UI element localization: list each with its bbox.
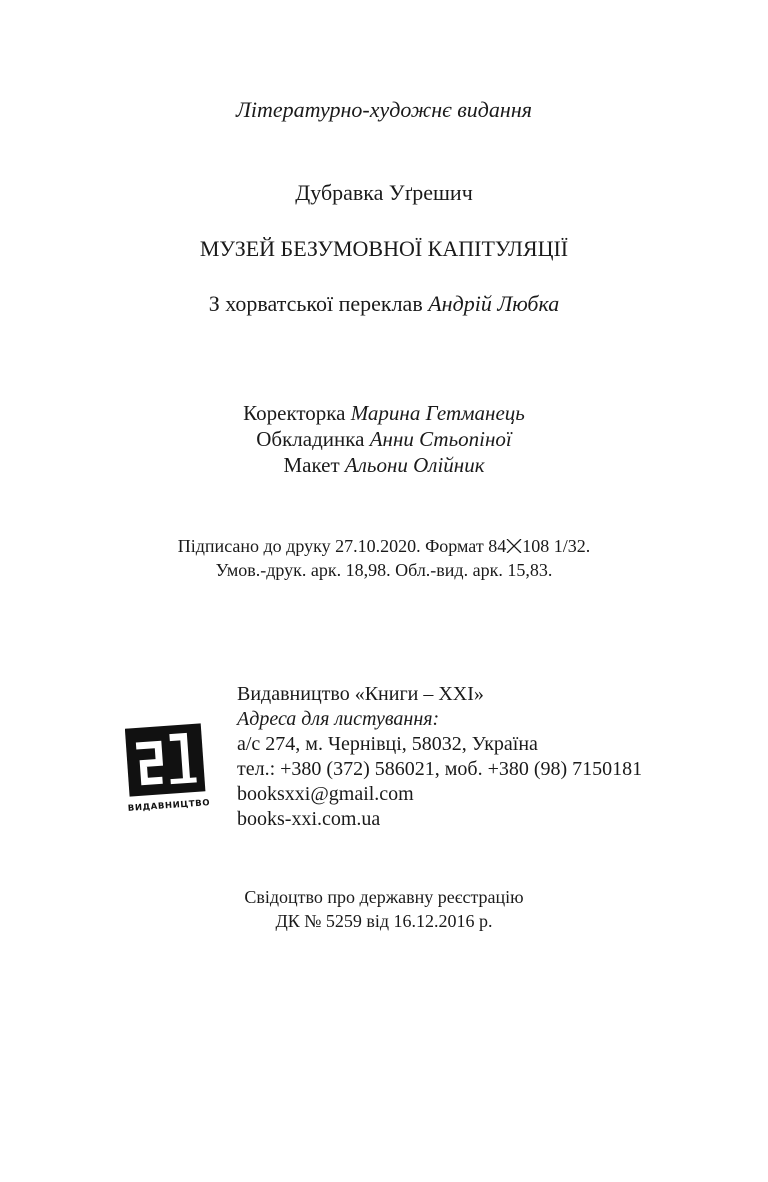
publisher-logo [125,722,211,814]
credit-name: Марина Гетманець [350,401,525,425]
email-address[interactable]: booksxxi@gmail.com [237,783,414,805]
registration-info [0,885,768,933]
multiply-icon [506,535,522,549]
credit-name: Альони Олійник [344,453,485,477]
registration-line-2: ДК № 5259 від 16.12.2016 р. [275,911,493,931]
edition-type: Літературно-художнє видання [236,97,532,122]
credit-layout [0,452,768,478]
address-label: Адреса для листування: [237,708,440,730]
print-format-size: 108 1/32. [522,536,591,556]
postal-address: а/с 274, м. Чернівці, 58032, Україна [237,733,538,755]
registration-line-1: Свідоцтво про державну реєстрацію [244,887,524,907]
credit-role: Макет [283,453,340,477]
logo-caption: ВИДАВНИЦТВО [127,798,211,814]
translation-prefix: З хорватської переклав [208,291,423,316]
website-link[interactable]: books-xxi.com.ua [237,808,381,830]
credit-proofreader [0,400,768,426]
print-info [0,534,768,582]
print-format-text: Підписано до друку 27.10.2020. Формат 84 [177,536,507,556]
book-title: МУЗЕЙ БЕЗУМОВНОЇ КАПІТУЛЯЦІЇ [199,236,569,261]
credit-cover [0,426,768,452]
credits-block [0,400,768,478]
publisher-name: Видавництво «Книги – XXI» [237,683,484,705]
phone-numbers: тел.: +380 (372) 586021, моб. +380 (98) 7150181 [237,758,643,780]
translator-name: Андрій Любка [428,291,560,316]
credit-role: Обкладинка [256,427,365,451]
print-info-line-2: Умов.-друк. арк. 18,98. Обл.-вид. арк. 15,83. [215,560,553,580]
publisher-block [237,682,757,832]
author-name: Дубравка Уґрешич [295,180,473,205]
translation-line [0,291,768,317]
credit-name: Анни Стьопіної [369,427,512,451]
credit-role: Коректорка [243,401,346,425]
print-info-line-1 [0,534,768,558]
